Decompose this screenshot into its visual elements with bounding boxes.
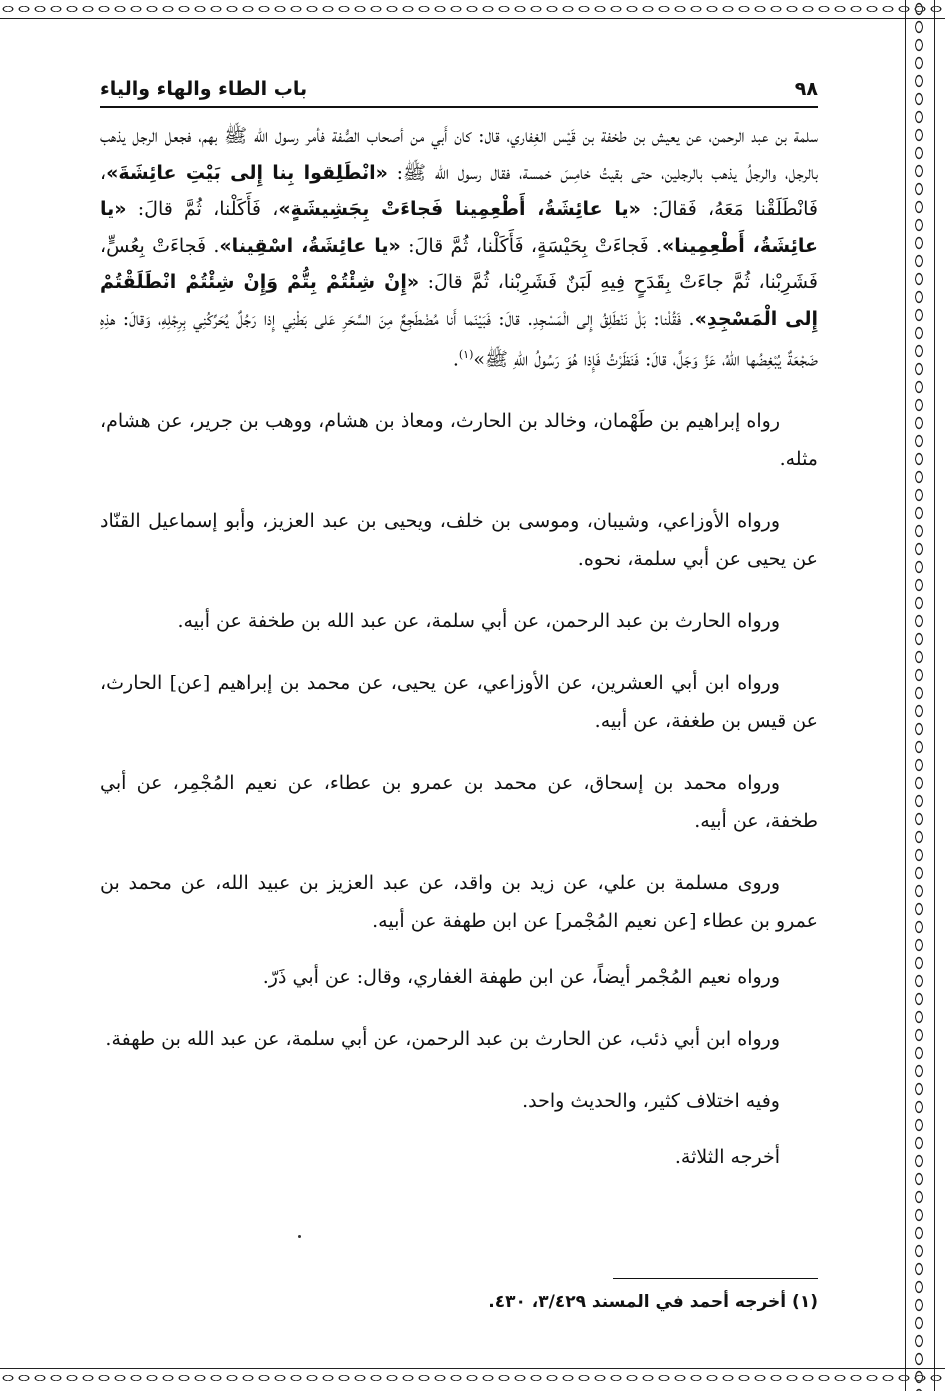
footnote-reference: (١) bbox=[458, 348, 474, 361]
paragraph-narration-5: ورواه محمد بن إسحاق، عن محمد بن عمرو بن عطاء، عن نعيم المُجْمِر، عن أبي طخفة، عن أبيه. bbox=[100, 771, 818, 832]
paragraph-takhrij: أخرجه الثلاثة. bbox=[674, 1145, 780, 1168]
paragraph-narration-3: ورواه الحارث بن عبد الرحمن، عن أبي سلمة، عن عبد الله بن طخفة عن أبيه. bbox=[177, 609, 780, 632]
ornamental-border-top bbox=[0, 0, 945, 19]
paragraph-remark: وفيه اختلاف كثير، والحديث واحد. bbox=[522, 1089, 780, 1112]
hadith-part-3: ، فَأَكَلْنا، ثُمَّ قالَ: bbox=[137, 198, 279, 220]
footnote-separator bbox=[613, 1278, 818, 1279]
hadith-quote-4: «يا عائِشَةُ، اسْقِينا» bbox=[219, 234, 401, 257]
hadith-part-1: سلمة بن عبد الرحمن، عن يعيش بن طخفة بن قَيْس الغِفاري، قال: كان أَبي من أصحاب الصُّفة فأمر رسول الله ﷺ بهم، فجعل الرجل يذهب بالرجل، والرجلُ يذهب بالرجلين، حتى بقيتُ خامِسَ خمسة، فقال رسول الله ﷺ: bbox=[100, 125, 818, 184]
hadith-text bbox=[100, 118, 818, 378]
ornamental-border-bottom bbox=[0, 1368, 945, 1387]
print-speck bbox=[298, 1235, 301, 1238]
hadith-part-6: . فَقُلْنا: بَلْ نَنْطَلِقُ إِلى الْمَسْجِدِ. قالَ: فَبَيْنَما أَنا مُضْطَجِعٌ مِنَ السَّحَرِ عَلى بَطْنِي إِذا رَجُلٌ يُحَرِّكُنِي بِرِجْلِهِ، وَقالَ: هذِهِ ضَجْعَةٌ يُبْغِضُها اللهُ، عَزَّ وَجَلَّ، قالَ: فَنَظَرْتُ فَإِذا هُوَ رَسُولُ اللهِ ﷺ» bbox=[100, 307, 818, 371]
hadith-part-2: ، فَانْطَلَقْنا مَعَهُ، فَقالَ: bbox=[100, 161, 819, 220]
paragraph-narration-2: ورواه الأوزاعي، وشيبان، وموسى بن خلف، ويحيى بن عبد العزيز، وأبو إسماعيل القنّاد عن يحيى عن أبي سلمة، نحوه. bbox=[100, 509, 818, 570]
paragraph-narration-8: ورواه ابن أبي ذئب، عن الحارث بن عبد الرحمن، عن أبي سلمة، عن عبد الله بن طهفة. bbox=[105, 1027, 780, 1050]
paragraph-narration-6: وروى مسلمة بن علي، عن زيد بن واقد، عن عبد العزيز بن عبيد الله، عن محمد بن عمرو بن عطاء [عن نعيم المُجْمر] عن ابن طهفة عن أبيه. bbox=[100, 871, 818, 932]
footnote: (١) أخرجه أحمد في المسند ٣/٤٢٩، ٤٣٠. bbox=[488, 1292, 818, 1312]
hadith-quote-5: «إِنْ شِئْتُمْ بِتُّمْ وَإِنْ شِئْتُمْ انْطَلَقْتُمْ إِلى الْمَسْجِدِ» bbox=[100, 271, 818, 330]
hadith-part-4: . فَجاءَتْ بِحَيْسَةٍ، فَأَكَلْنا، ثُمَّ قالَ: bbox=[408, 234, 663, 257]
hadith-quote-2: «يا عائِشَةُ، أَطْعِمِينا فَجاءَتْ بِجَشِيشَةٍ» bbox=[278, 198, 641, 220]
ornamental-border-right bbox=[905, 0, 945, 1391]
page-number: ٩٨ bbox=[794, 78, 818, 100]
hadith-quote-1: «انْطَلِقوا بِنا إِلى بَيْتِ عائِشَةَ» bbox=[106, 161, 388, 184]
hadith-part-5: . فَجاءَتْ بِعُسٍّ، فَشَرِبْنا، ثُمَّ جاءَتْ بِقَدَحٍ فِيهِ لَبَنٌ فَشَرِبْنا، ثُمَّ قالَ: bbox=[100, 234, 818, 293]
hadith-end: . bbox=[452, 348, 459, 371]
running-head bbox=[100, 70, 818, 108]
paragraph-narration-1: رواه إبراهيم بن طَهْمان، وخالد بن الحارث، ومعاذ بن هشام، ووهب بن جرير، عن هشام، مثله. bbox=[100, 409, 818, 470]
hadith-quote-3: «يا عائِشَةُ، أَطْعِمِينا» bbox=[100, 198, 818, 257]
paragraph-narration-7: ورواه نعيم المُجْمر أيضاً، عن ابن طهفة الغفاري، وقال: عن أبي ذَرّ. bbox=[262, 965, 780, 988]
book-page bbox=[100, 70, 818, 1350]
paragraph-narration-4: ورواه ابن أبي العشرين، عن الأوزاعي، عن يحيى، عن محمد بن إبراهيم [عن] الحارث، عن قيس بن طغفة، عن أبيه. bbox=[100, 671, 818, 732]
chapter-title: باب الطاء والهاء والياء bbox=[100, 78, 308, 100]
